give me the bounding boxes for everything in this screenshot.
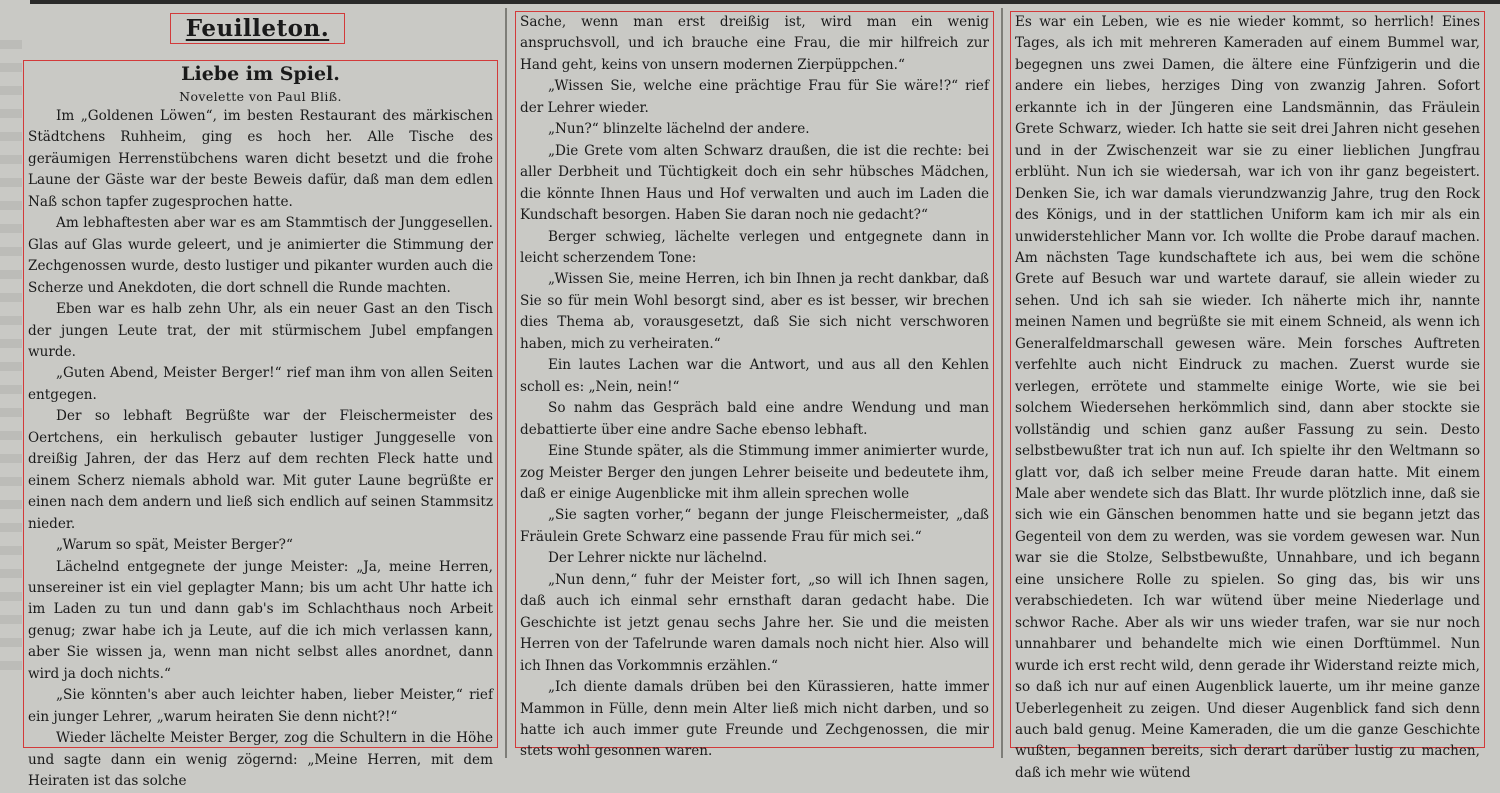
article-byline: Novelette von Paul Bliß. bbox=[179, 89, 342, 104]
paragraph: Eine Stunde später, als die Stimmung immer animierter wurde, zog Meister Berger den jungen Lehrer beiseite und bedeutete ihm, daß er einige Augenblicke mit ihm allein sprechen wolle bbox=[520, 443, 989, 502]
paragraph: Berger schwieg, lächelte verlegen und entgegnete dann in leicht scherzendem Tone: bbox=[520, 228, 989, 266]
article-column-2 bbox=[515, 11, 994, 760]
paragraph: So nahm das Gespräch bald eine andre Wendung und man debattierte über eine andre Sache ebenso lebhaft. bbox=[520, 400, 989, 438]
paragraph: Der so lebhaft Begrüßte war der Fleischermeister des Oertchens, ein herkulisch gebauter lustiger Junggeselle von dreißig Jahren, der das Herz auf dem rechten Fleck hatte und einem Scherz niemals abhold war. Mit guter Laune begrüßte er einen nach dem andern und ließ sich endlich auf seinen Stammsitz nieder. bbox=[28, 408, 493, 532]
paragraph: „Guten Abend, Meister Berger!“ rief man ihm von allen Seiten entgegen. bbox=[28, 365, 493, 403]
page-top-rule bbox=[30, 0, 1500, 4]
paragraph: Der Lehrer nickte nur lächelnd. bbox=[548, 550, 768, 567]
paragraph: Sache, wenn man erst dreißig ist, wird man ein wenig anspruchsvoll, und ich brauche eine Frau, die mir hilfreich zur Hand geht, keins von unsern modernen Zierpüppchen.“ bbox=[520, 14, 989, 73]
paragraph: „Wissen Sie, meine Herren, ich bin Ihnen ja recht dankbar, daß Sie so für mein Wohl besorgt sind, aber es ist besser, wir brechen dies Thema ab, vorausgesetzt, daß Sie sich nicht verschworen haben, mich zu verheiraten.“ bbox=[520, 271, 989, 352]
paragraph: Lächelnd entgegnete der junge Meister: „Ja, meine Herren, unsereiner ist ein viel geplagter Mann; bis um acht Uhr hatte ich im Laden zu tun und dann gab's im Schlachthaus noch Arbeit genug; zwar habe ich ja Leute, auf die ich mich verlassen kann, aber Sie wissen ja, wenn man nicht selbst alles anordnet, dann wird ja doch nichts.“ bbox=[28, 558, 493, 682]
paragraph: Eben war es halb zehn Uhr, als ein neuer Gast an den Tisch der jungen Leute trat, der mit stürmischem Jubel empfangen wurde. bbox=[28, 301, 493, 360]
paragraph: „Warum so spät, Meister Berger?“ bbox=[56, 537, 293, 554]
article-title: Liebe im Spiel. bbox=[181, 63, 340, 85]
column-divider bbox=[1001, 8, 1003, 758]
paragraph: „Nun?“ blinzelte lächelnd der andere. bbox=[548, 121, 810, 138]
section-heading-box bbox=[170, 13, 345, 44]
article-column-1 bbox=[23, 60, 498, 790]
adjacent-column-bleed bbox=[0, 40, 22, 680]
paragraph: Im „Goldenen Löwen“, im besten Restaurant des märkischen Städtchens Ruhheim, ging es hoch her. Alle Tische des geräumigen Herrenstübchens waren dicht besetzt und die frohe Laune der Gäste war der beste Beweis dafür, daß man dem edlen Naß schon tapfer zugesprochen hatte. bbox=[28, 108, 493, 210]
paragraph: „Nun denn,“ fuhr der Meister fort, „so will ich Ihnen sagen, daß auch ich einmal sehr ernsthaft daran gedacht habe. Die Geschichte ist jetzt genau sechs Jahre her. Sie und die meisten Herren von der Tafelrunde waren damals noch nicht hier. Also will ich Ihnen das Vorkommnis erzählen.“ bbox=[520, 571, 989, 674]
paragraph: „Sie könnten's aber auch leichter haben, lieber Meister,“ rief ein junger Lehrer, „warum heiraten Sie denn nicht?!“ bbox=[28, 687, 493, 725]
paragraph: „Die Grete vom alten Schwarz draußen, die ist die rechte: bei aller Derbheit und Tüchtigkeit doch ein sehr hübsches Mädchen, die könnte Ihnen Haus und Hof verwalten und auch im Laden die Kundschaft besorgen. Haben Sie daran noch nie gedacht?“ bbox=[520, 142, 989, 224]
column-divider bbox=[505, 8, 507, 758]
section-heading: Feuilleton. bbox=[185, 15, 330, 42]
paragraph: Es war ein Leben, wie es nie wieder kommt, so herrlich! Eines Tages, als ich mit mehreren Kameraden auf einem Bummel war, begegnen uns zwei Damen, die ältere eine Fünfzigerin und die andere ein liebes, herziges Ding von zwanzig Jahren. Sofort erkannte ich in der Jüngeren eine Landsmännin, das Fräulein Grete Schwarz, wieder. Ich hatte sie seit drei Jahren nicht gesehen und in der Zwischenzeit war sie zu einer lieblichen Jungfrau erblüht. Nun ich sie wiedersah, war ich von ihr ganz begeistert. Denken Sie, ich war damals vierundzwanzig Jahre, trug den Rock des Königs, und in der stattlichen Uniform kam ich mir als ein unwiderstehlicher Mann vor. Ich wollte die Probe darauf machen. Am nächsten Tage kundschaftete ich aus, bei wem die schöne Grete auf Besuch war und wartete darauf, sie allein wieder zu sehen. Und ich sah sie wieder. Ich näherte mich ihr, nannte meinen Namen und begrüßte sie mit einem Schneid, als wenn ich Generalfeldmarschall gewesen wäre. Mein forsches Auftreten verfehlte auch nicht Eindruck zu machen. Zuerst wurde sie verlegen, errötete und stammelte einige Worte, wie sie bei solchem Wiedersehen herkömmlich sind, dann aber stockte sie vollständig und schien ganz außer Fassung zu sein. Desto selbstbewußter trat ich nun auf. Ich spielte ihr den Weltmann so glatt vor, daß ich selber meine Freude daran hatte. Mit einem Male aber wendete sich das Blatt. Ihr wurde plötzlich inne, daß sie sich wie ein Gänschen benommen hatte und sie begann jetzt das Gegenteil von dem zu werden, was sie vordem gewesen war. Nun war sie die Stolze, Selbstbewußte, Unnahbare, und ich begann eine unsichere Rolle zu spielen. So ging das, bis wir uns verabschiedeten. Ich war wütend über meine Niederlage und schwor Rache. Aber als wir uns wieder trafen, war sie nur noch unnahbarer und behandelte mich wie einen Dorftümmel. Nun wurde ich erst recht wild, denn gerade ihr Widerstand reizte mich, so daß ich nur auf einen Augenblick lauerte, um ihr meine ganze Ueberlegenheit zu zeigen. Und dieser Augenblick fand sich denn auch bald genug. Meine Kameraden, die um die ganze Geschichte wußten, begannen bereits, sich derart darüber lustig zu machen, daß ich mehr wie wütend bbox=[1015, 14, 1480, 781]
paragraph: „Sie sagten vorher,“ begann der junge Fleischermeister, „daß Fräulein Grete Schwarz eine passende Frau für mich sei.“ bbox=[520, 507, 989, 545]
paragraph: Ein lautes Lachen war die Antwort, und aus all den Kehlen scholl es: „Nein, nein!“ bbox=[520, 357, 989, 395]
paragraph: Am lebhaftesten aber war es am Stammtisch der Junggesellen. Glas auf Glas wurde geleert, und je animierter die Stimmung der Zechgenossen wurde, desto lustiger und pikanter wurden auch die Scherze und Anekdoten, die dort schnell die Runde machten. bbox=[28, 215, 493, 296]
article-column-3 bbox=[1010, 11, 1485, 781]
paragraph: „Wissen Sie, welche eine prächtige Frau für Sie wäre!?“ rief der Lehrer wieder. bbox=[520, 78, 989, 116]
paragraph: „Ich diente damals drüben bei den Kürassieren, hatte immer Mammon in Fülle, denn mein Alter ließ mich nicht darben, und so hatte ich auch immer gute Freunde und Zechgenossen, die mir stets wohl gesonnen waren. bbox=[520, 679, 989, 760]
paragraph: Wieder lächelte Meister Berger, zog die Schultern in die Höhe und sagte dann ein wenig zögernd: „Meine Herren, mit dem Heiraten ist das solche bbox=[28, 730, 493, 790]
